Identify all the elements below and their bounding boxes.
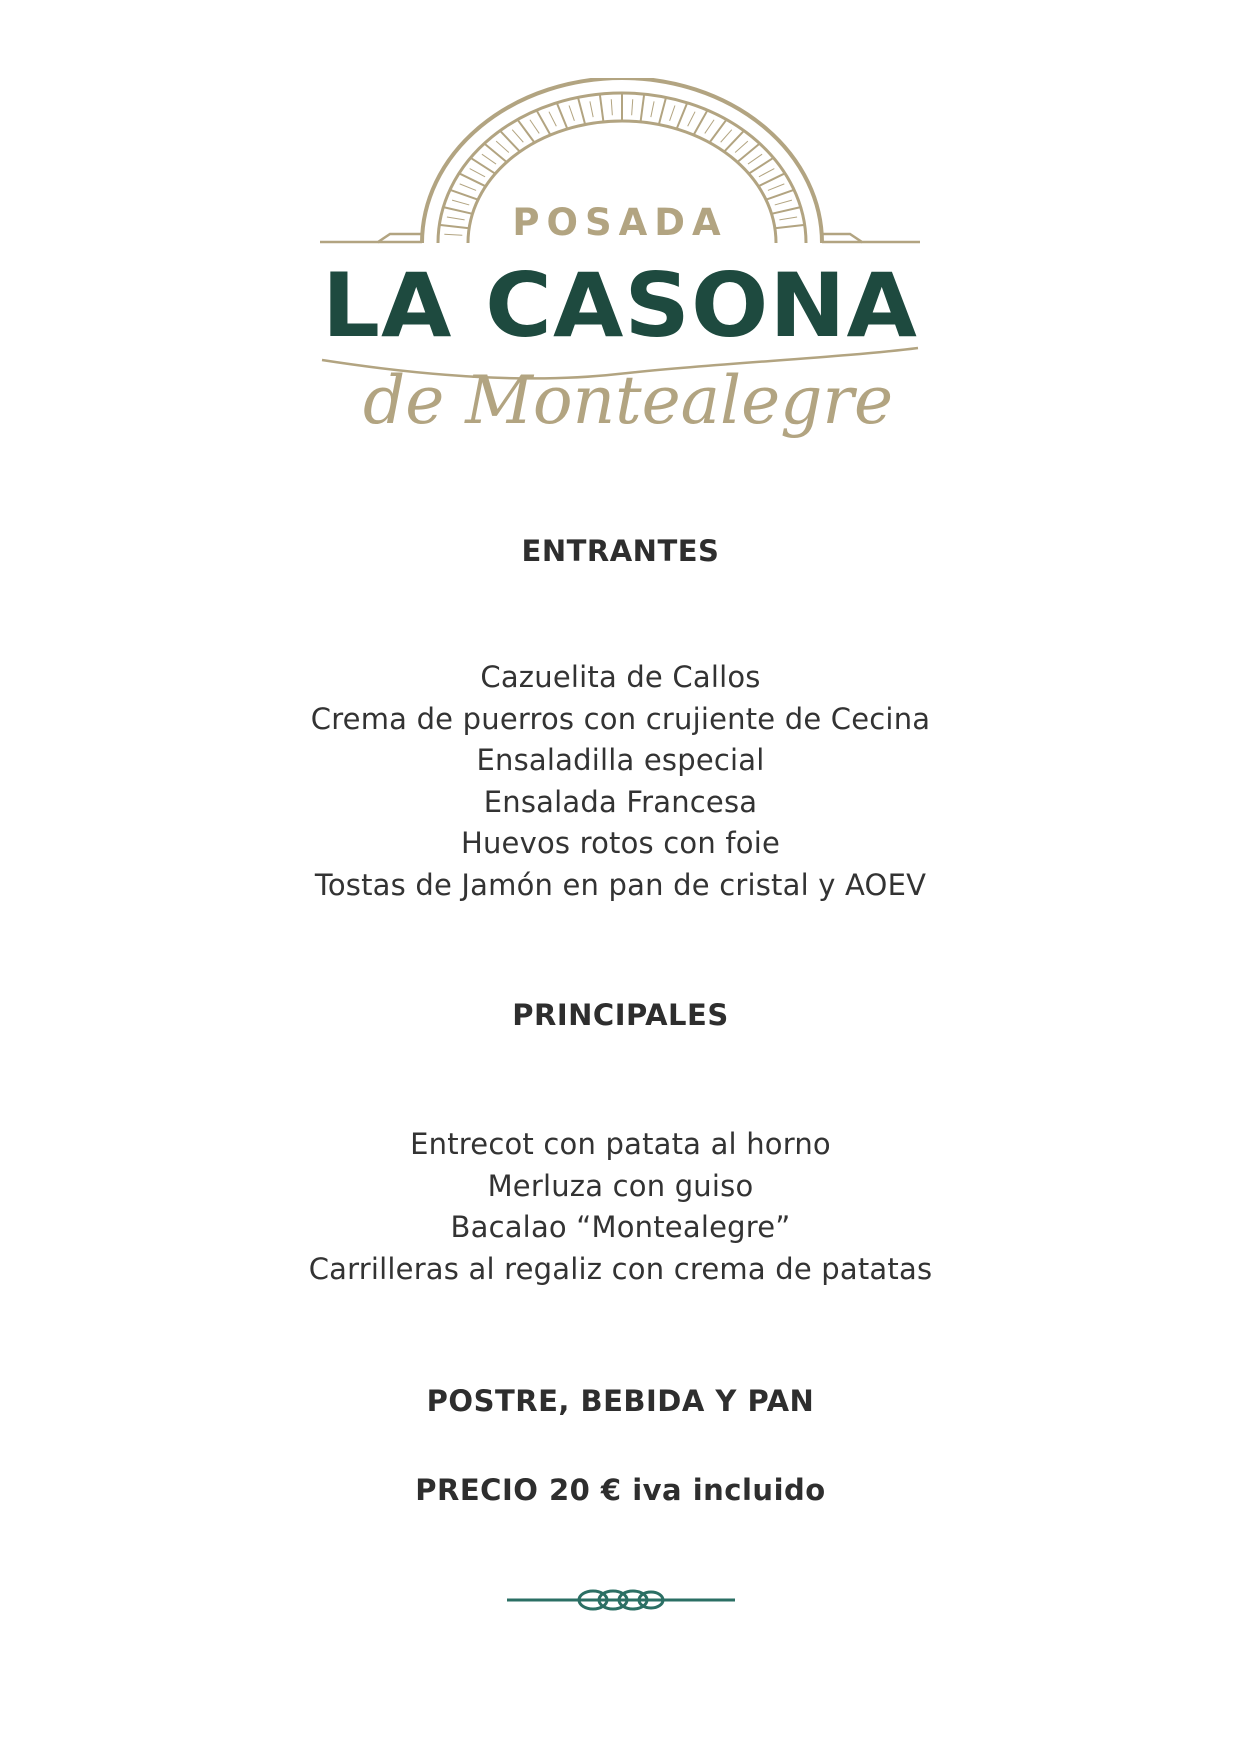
logo-main-name: LA CASONA — [322, 254, 918, 357]
logo-graphic — [318, 78, 922, 470]
list-item: Cazuelita de Callos — [480, 660, 761, 694]
list-item: Merluza con guiso — [487, 1168, 754, 1203]
principales-list — [0, 1124, 1241, 1290]
section-title-entrantes: ENTRANTES — [521, 534, 720, 568]
postre-bebida-pan: POSTRE, BEBIDA Y PAN — [426, 1384, 815, 1418]
logo-posada-text: POSADA — [512, 201, 728, 244]
list-item: Crema de puerros con crujiente de Cecina — [310, 701, 931, 736]
section-title-principales: PRINCIPALES — [512, 998, 729, 1032]
list-item: Carrilleras al regaliz con crema de patatas — [308, 1251, 933, 1286]
list-item: Ensalada Francesa — [483, 784, 758, 819]
list-item: Bacalao “Montealegre” — [450, 1210, 791, 1245]
list-item: Huevos rotos con foie — [460, 826, 781, 861]
list-item: Ensaladilla especial — [476, 743, 765, 778]
list-item: Entrecot con patata al horno — [410, 1127, 831, 1161]
logo-script-text: de Montealegre — [362, 362, 894, 439]
knot-divider-icon — [505, 1583, 737, 1617]
list-item: Tostas de Jamón en pan de cristal y AOEV — [314, 867, 927, 902]
entrantes-list — [0, 657, 1241, 907]
restaurant-logo — [318, 78, 922, 470]
price-line: PRECIO 20 € iva incluido — [415, 1473, 826, 1507]
